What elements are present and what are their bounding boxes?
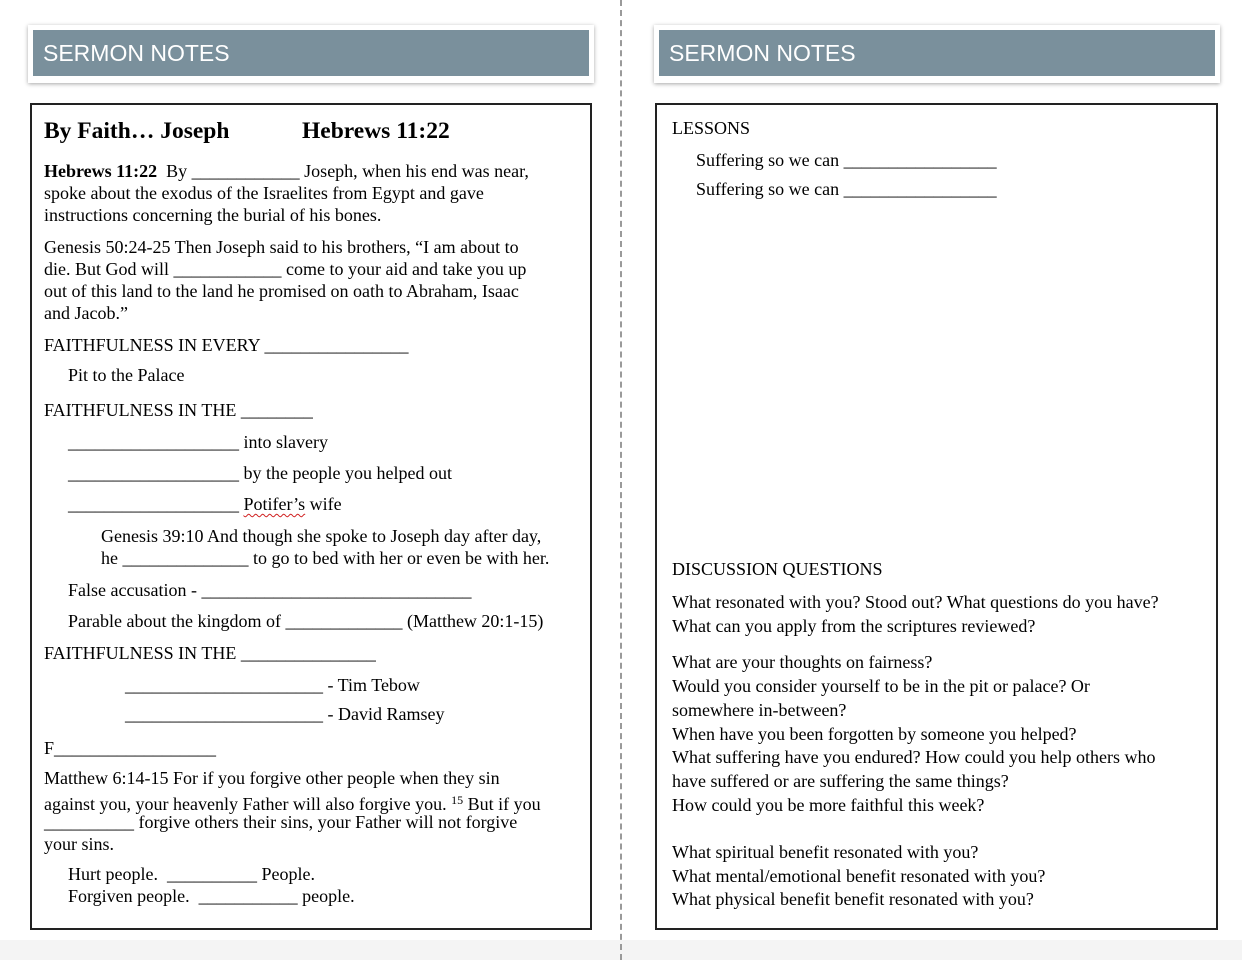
suffering-line-2: Suffering so we can _________________ — [696, 179, 997, 199]
question-line: Would you consider yourself to be in the pit or palace? Or — [672, 676, 1090, 696]
question-line: What suffering have you endured? How could you help others who — [672, 747, 1156, 767]
matthew6-line-1: Matthew 6:14-15 For if you forgive other people when they sin — [44, 768, 500, 788]
verse-number-15: 15 — [451, 793, 464, 807]
right-header — [654, 25, 1220, 83]
hurt-people: Hurt people. __________ People. — [68, 864, 315, 884]
faithfulness-the-heading-1: FAITHFULNESS IN THE ________ — [44, 400, 313, 420]
hebrews-verse-line-1 — [44, 160, 529, 182]
right-header-bar — [659, 30, 1215, 76]
false-accusation: False accusation - ______________________________ — [68, 580, 472, 600]
question-line: What mental/emotional benefit resonated with you? — [672, 866, 1046, 886]
faithfulness-the-heading-2: FAITHFULNESS IN THE _______________ — [44, 643, 376, 663]
wife-word: wife — [309, 494, 342, 514]
fold-divider — [620, 0, 622, 960]
question-line: When have you been forgotten by someone you helped? — [672, 724, 1077, 744]
by-people-text: by the people you helped out — [243, 463, 452, 483]
blank: ___________________ — [68, 432, 239, 452]
sermon-title: By Faith… Joseph — [44, 118, 230, 144]
left-header-title: SERMON NOTES — [43, 40, 230, 66]
ramsey-line: ______________________ - David Ramsey — [125, 704, 445, 724]
matthew6-line-2-text: against you, your heavenly Father will also forgive you. — [44, 794, 452, 814]
hebrews-verse-line-2: spoke about the exodus of the Israelites from Egypt and gave — [44, 183, 484, 203]
left-notes-box — [30, 103, 592, 930]
question-line: somewhere in-between? — [672, 700, 847, 720]
f-blank: F__________________ — [44, 738, 217, 758]
question-line: have suffered or are suffering the same things? — [672, 771, 1009, 791]
hebrews-verse-line-3: instructions concerning the burial of his bones. — [44, 205, 382, 225]
matthew6-line-4: your sins. — [44, 834, 115, 854]
blank-into-slavery — [68, 431, 328, 453]
genesis50-line-3: out of this land to the land he promised on oath to Abraham, Isaac — [44, 281, 519, 301]
genesis39-line-1: Genesis 39:10 And though she spoke to Joseph day after day, — [101, 526, 542, 546]
parable-line: Parable about the kingdom of _____________ (Matthew 20:1-15) — [68, 611, 544, 631]
blank-potifers-wife — [68, 493, 342, 515]
right-header-title: SERMON NOTES — [669, 40, 856, 66]
blank: ___________________ — [68, 494, 239, 514]
blank-by-people — [68, 462, 452, 484]
hebrews-verse-text: By ____________ Joseph, when his end was near, — [157, 161, 529, 181]
matthew6-line-3: __________ forgive others their sins, your Father will not forgive — [44, 812, 518, 832]
forgiven-people: Forgiven people. ___________ people. — [68, 886, 355, 906]
matthew6-line-2-tail: But if you — [463, 794, 541, 814]
left-header — [28, 25, 594, 83]
suffering-line-1: Suffering so we can _________________ — [696, 150, 997, 170]
question-line: How could you be more faithful this week? — [672, 795, 985, 815]
genesis39-line-2: he ______________ to go to bed with her or even be with her. — [101, 548, 550, 568]
question-line: What physical benefit benefit resonated with you? — [672, 889, 1034, 909]
potifers-word: Potifer’s — [243, 494, 306, 514]
hebrews-verse-ref: Hebrews 11:22 — [44, 161, 158, 181]
right-notes-box — [655, 103, 1218, 930]
pit-to-palace: Pit to the Palace — [68, 365, 185, 385]
tebow-line: ______________________ - Tim Tebow — [125, 675, 420, 695]
sermon-reference: Hebrews 11:22 — [302, 118, 450, 144]
lessons-heading: LESSONS — [672, 118, 751, 138]
faithfulness-every-heading: FAITHFULNESS IN EVERY ________________ — [44, 335, 409, 355]
blank: ___________________ — [68, 463, 239, 483]
genesis50-line-4: and Jacob.” — [44, 303, 128, 323]
question-line: What spiritual benefit resonated with you? — [672, 842, 979, 862]
genesis50-line-2: die. But God will ____________ come to your aid and take you up — [44, 259, 527, 279]
question-line: What resonated with you? Stood out? What questions do you have? — [672, 592, 1159, 612]
question-line: What can you apply from the scriptures reviewed? — [672, 616, 1036, 636]
into-slavery-text: into slavery — [243, 432, 328, 452]
left-header-bar — [33, 30, 589, 76]
discussion-heading: DISCUSSION QUESTIONS — [672, 559, 883, 579]
genesis50-line-1: Genesis 50:24-25 Then Joseph said to his brothers, “I am about to — [44, 237, 519, 257]
question-line: What are your thoughts on fairness? — [672, 652, 933, 672]
